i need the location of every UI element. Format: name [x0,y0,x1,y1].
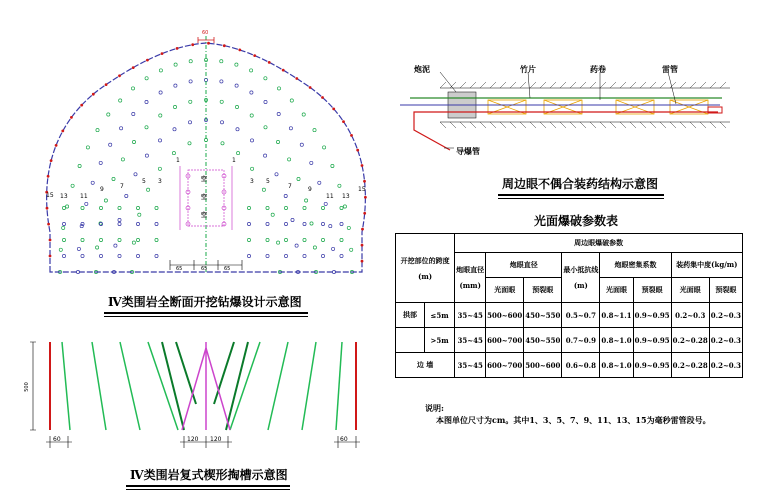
param-row-2-b: 450~550 [524,328,562,353]
perimeter-hole [342,120,345,123]
param-header-col3 [562,253,600,303]
blast-hole [159,91,162,94]
blast-hole [310,222,313,225]
blast-hole [131,87,134,90]
perimeter-hole [361,164,364,167]
blast-hole [188,121,191,124]
bottom-dimension-1: 65 [176,266,183,272]
blast-hole [173,105,176,108]
delay-number-right-15: 15 [358,186,366,193]
blast-hole [277,87,280,90]
param-row-2-d: 35~45 [455,328,486,353]
blast-hole [220,121,223,124]
blast-hole [297,177,300,180]
blast-hole [99,206,102,209]
param-header-col2: 炮眼直径 [486,253,562,278]
param-row-3-c: 0.8~1.0 [600,353,633,378]
blast-hole [71,184,74,187]
blast-hole [264,154,267,157]
param-table [395,233,743,378]
delay-number-right-3: 3 [250,178,254,185]
param-header-span-label: 开挖部位的跨度 [400,255,450,265]
blast-hole [284,206,287,209]
tunnel-title-underline [104,312,308,314]
blast-hole [121,158,124,161]
perimeter-hole [50,159,53,162]
perimeter-hole [105,83,108,86]
blast-hole [250,91,253,94]
blast-hole [173,128,176,131]
blast-hole [338,184,341,187]
blast-hole [277,112,280,115]
blast-hole [264,100,267,103]
delay-number-right-9: 9 [308,186,312,193]
param-row-1-span [396,303,455,328]
charge-structure-title: 周边眼不偶合装药结构示意图 [502,177,659,191]
param-header-col2-a: 光面眼 [486,278,524,303]
param-row-3-g: 0.2~0.3 [709,353,742,378]
blast-hole [290,99,293,102]
tunnel-section-diagram [0,0,380,290]
blast-hole [302,113,305,116]
perimeter-hole [49,255,52,258]
param-row-1-d: 35~45 [455,303,486,328]
param-header-col3-label: 最小抵抗线 [563,265,599,274]
blast-hole [324,202,327,205]
blast-hole [289,127,292,130]
blast-hole [62,222,65,225]
blast-hole [275,173,278,176]
param-header-col4-a: 光面眼 [600,278,633,303]
blast-hole [331,164,334,167]
blast-hole [347,226,350,229]
blast-hole [295,244,298,247]
param-header-col2-b: 预裂眼 [524,278,562,303]
perimeter-hole [132,66,135,69]
param-row-3-d: 35~45 [455,353,486,378]
blast-hole [118,218,121,221]
bottom-dimension-3: 65 [224,266,231,272]
wedge-bottom-dim-2: 120 [187,436,199,443]
top-dimension-label: 60 [202,30,209,36]
perimeter-hole [309,86,312,89]
blast-hole [266,206,269,209]
blast-hole [247,238,250,241]
blast-hole [159,69,162,72]
blast-hole [340,254,343,257]
param-row-3-span: 边 墙 [396,353,455,378]
blast-hole [172,152,175,155]
param-row-1-span-value: ≤5m [430,310,449,320]
blast-hole [329,225,332,228]
blast-hole [321,206,324,209]
blast-hole [310,161,313,164]
perimeter-hole [361,244,364,247]
blast-hole [62,254,65,257]
perimeter-hole [361,260,364,263]
blast-hole [271,213,274,216]
param-header-col5: 装药集中度(kg/m) [671,253,742,278]
blast-hole [284,222,287,225]
blast-hole [118,222,121,225]
param-row-2-span-value: >5m [430,335,449,345]
blast-hole [340,238,343,241]
blast-hole [104,199,107,202]
blast-hole [303,222,306,225]
blast-hole [99,161,102,164]
blast-hole [266,238,269,241]
param-row-2-c: 0.8~1.0 [600,328,633,353]
blast-hole [155,222,158,225]
blast-hole [59,248,62,251]
blast-hole [264,126,267,129]
perimeter-hole [191,43,194,46]
blast-hole [78,164,81,167]
blast-hole [332,247,335,250]
wedge-title-underline-thin [126,489,290,490]
blast-hole [321,254,324,257]
blast-hole [284,254,287,257]
blast-hole [86,146,89,149]
blast-hole [118,206,121,209]
wedge-height-dimension: 500 [23,382,30,392]
blast-hole [189,80,192,83]
blast-hole [62,206,65,209]
param-row-2-w: 0.7~0.9 [562,328,600,353]
param-row-1-b: 450~550 [524,303,562,328]
blast-hole [235,84,238,87]
param-row-1-w: 0.5~0.7 [562,303,600,328]
blast-hole [138,213,141,216]
blast-hole [303,206,306,209]
delay-number-right-1: 1 [232,157,236,164]
delay-number-left-9: 9 [100,186,104,193]
delay-number-left-15: 15 [46,192,54,199]
perimeter-hole [47,223,50,226]
blast-hole [109,143,112,146]
blast-hole [318,181,321,184]
perimeter-hole [364,196,367,199]
blast-hole [300,143,303,146]
perimeter-hole [161,52,164,55]
blast-hole [284,238,287,241]
param-header-span [396,234,455,303]
blast-hole [321,222,324,225]
blast-hole [323,146,326,149]
param-table-title: 光面爆破参数表 [534,214,619,228]
delay-number-left-7: 7 [120,183,124,190]
delay-number-left-13: 13 [60,193,68,200]
blast-hole [120,127,123,130]
delay-number-right-11: 11 [326,193,334,200]
perimeter-hole [332,108,335,111]
perimeter-hole [253,54,256,57]
param-row-3-b: 500~600 [524,353,562,378]
blast-hole [136,238,139,241]
blast-hole [247,222,250,225]
blast-hole [81,254,84,257]
perimeter-hole [356,149,359,152]
perimeter-hole [55,144,58,147]
detonator-label: 雷管 [662,64,678,74]
blast-hole [125,194,128,197]
perimeter-hole [363,212,366,215]
bamboo-label: 竹片 [520,64,536,74]
blast-hole [291,218,294,221]
perimeter-hole [282,69,285,72]
param-row-1-e: 0.9~0.95 [633,303,671,328]
blast-hole [155,254,158,257]
param-header-col4: 炮眼密集系数 [600,253,671,278]
blast-hole [81,206,84,209]
wedge-cut-title: Ⅳ类围岩复式楔形掏槽示意图 [130,468,288,482]
blast-hole [91,181,94,184]
blast-hole [119,99,122,102]
blast-hole [132,241,135,244]
param-row-1-g: 0.2~0.3 [709,303,742,328]
blast-hole [118,238,121,241]
param-header-col4-b: 预裂眼 [633,278,671,303]
blast-hole [247,254,250,257]
notes-heading: 说明: [425,403,444,413]
notes-line-1: 本图单位尺寸为cm。其中1、3、5、7、9、11、13、15为毫秒雷管段号。 [436,415,711,425]
param-row-2-g: 0.2~0.3 [709,328,742,353]
blast-hole [303,254,306,257]
blast-hole [99,254,102,257]
blast-hole [340,222,343,225]
perimeter-hole [61,130,64,133]
wedge-bottom-dim-3: 120 [210,436,222,443]
blast-hole [235,63,238,66]
perimeter-hole [223,44,226,47]
blast-hole [235,105,238,108]
blast-hole [174,84,177,87]
blast-hole [303,238,306,241]
blast-hole [158,139,161,142]
param-header-col1-unit: (mm) [459,281,481,290]
blast-hole [158,167,161,170]
stemming-label: 炮泥 [414,64,430,74]
blast-hole [284,194,287,197]
blast-hole [276,140,279,143]
blast-hole [262,188,265,191]
param-header-col5-b: 预裂眼 [709,278,742,303]
blast-hole [66,205,69,208]
param-header-col1 [455,253,486,303]
perimeter-hole [361,228,364,231]
param-header-col3-unit: (m) [573,281,588,290]
param-header-span-unit: (m) [418,271,433,281]
blast-hole [147,188,150,191]
blast-hole [236,128,239,131]
blast-hole [62,238,65,241]
blast-hole [313,129,316,132]
detonating-cord-label: 导爆管 [456,146,480,156]
blast-hole [277,241,280,244]
blast-hole [134,173,137,176]
blast-hole [174,63,177,66]
blast-hole [321,238,324,241]
blast-hole [112,177,115,180]
perimeter-hole [118,74,121,77]
delay-number-right-7: 7 [288,183,292,190]
blast-hole [81,238,84,241]
delay-number-left-5: 5 [142,178,146,185]
blast-hole [85,202,88,205]
perimeter-hole [350,134,353,137]
blast-hole [62,226,65,229]
delay-number-left-1: 1 [176,157,180,164]
blast-hole [132,140,135,143]
empty-hole-label-3: 空 [201,212,208,219]
perimeter-hole [238,49,241,52]
blast-hole [288,158,291,161]
blast-hole [220,80,223,83]
perimeter-hole [207,42,210,45]
blast-hole [155,238,158,241]
blast-hole [264,77,267,80]
param-row-3-w: 0.6~0.8 [562,353,600,378]
blast-hole [305,199,308,202]
wedge-bottom-dim-1: 60 [53,436,61,443]
blast-hole [350,248,353,251]
perimeter-hole [92,93,95,96]
param-group-label: 拱部 [396,303,425,327]
param-header-group: 周边眼爆破参数 [455,234,743,253]
blast-hole [136,206,139,209]
blast-hole [145,77,148,80]
perimeter-hole [176,47,179,50]
perimeter-hole [80,104,83,107]
delay-number-left-3: 3 [158,178,162,185]
blast-hole [114,244,117,247]
wedge-bottom-dim-4: 60 [340,436,348,443]
param-header-col5-a: 光面眼 [671,278,709,303]
param-row-2-e: 0.9~0.95 [633,328,671,353]
table-row [396,353,743,378]
perimeter-hole [295,77,298,80]
blast-hole [250,114,253,117]
blast-hole [340,206,343,209]
blast-hole [159,114,162,117]
charge-structure-diagram [400,60,760,170]
perimeter-hole [146,59,149,62]
blast-hole [250,69,253,72]
param-header-col1-label: 炮眼直径 [456,265,485,274]
wedge-title-underline [126,485,290,487]
perimeter-hole [46,207,49,210]
blast-hole [189,60,192,63]
blast-hole [132,112,135,115]
blast-hole [188,142,191,145]
charge-title-underline [498,194,664,196]
blast-hole [145,126,148,129]
table-row [396,328,743,353]
blast-hole [247,206,250,209]
blast-hole [118,254,121,257]
blast-hole [313,246,316,249]
perimeter-hole [363,180,366,183]
blast-hole [343,205,346,208]
param-row-2-span [396,328,455,353]
blast-hole [237,152,240,155]
empty-hole-label-1: 空 [201,176,208,183]
delay-number-right-5: 5 [266,178,270,185]
table-row [396,303,743,328]
param-row-3-e: 0.9~0.95 [633,353,671,378]
bottom-dimension-2: 65 [201,266,208,272]
charge-title-underline-thin [498,198,664,199]
blast-hole [250,139,253,142]
param-row-2-f: 0.2~0.28 [671,328,709,353]
blast-hole [189,100,192,103]
perimeter-hole [49,239,52,242]
blast-hole [145,154,148,157]
blast-hole [251,167,254,170]
blast-hole [136,222,139,225]
param-row-1-a: 500~600 [486,303,524,328]
blast-hole [136,254,139,257]
blast-hole [266,222,269,225]
param-row-3-f: 0.2~0.28 [671,353,709,378]
tunnel-section-title: Ⅳ类围岩全断面开挖钻爆设计示意图 [108,295,302,309]
explosive-label: 药卷 [590,64,606,74]
blast-hole [145,100,148,103]
blast-hole [266,254,269,257]
param-row-1-f: 0.2~0.3 [671,303,709,328]
blast-hole [77,247,80,250]
blast-hole [220,60,223,63]
blast-hole [221,142,224,145]
blast-hole [107,113,110,116]
blast-hole [96,246,99,249]
perimeter-hole [268,61,271,64]
param-row-3-a: 600~700 [486,353,524,378]
perimeter-hole [321,96,324,99]
blast-hole [220,100,223,103]
delay-number-left-11: 11 [80,193,88,200]
blast-hole [155,206,158,209]
empty-hole-label-2: 空 [201,194,208,201]
param-row-2-a: 600~700 [486,328,524,353]
blast-hole [96,129,99,132]
perimeter-hole [70,116,73,119]
tunnel-title-underline-thin [104,316,308,317]
delay-number-right-13: 13 [342,193,350,200]
param-row-1-c: 0.8~1.1 [600,303,633,328]
blast-hole [99,238,102,241]
perimeter-hole [47,175,50,178]
